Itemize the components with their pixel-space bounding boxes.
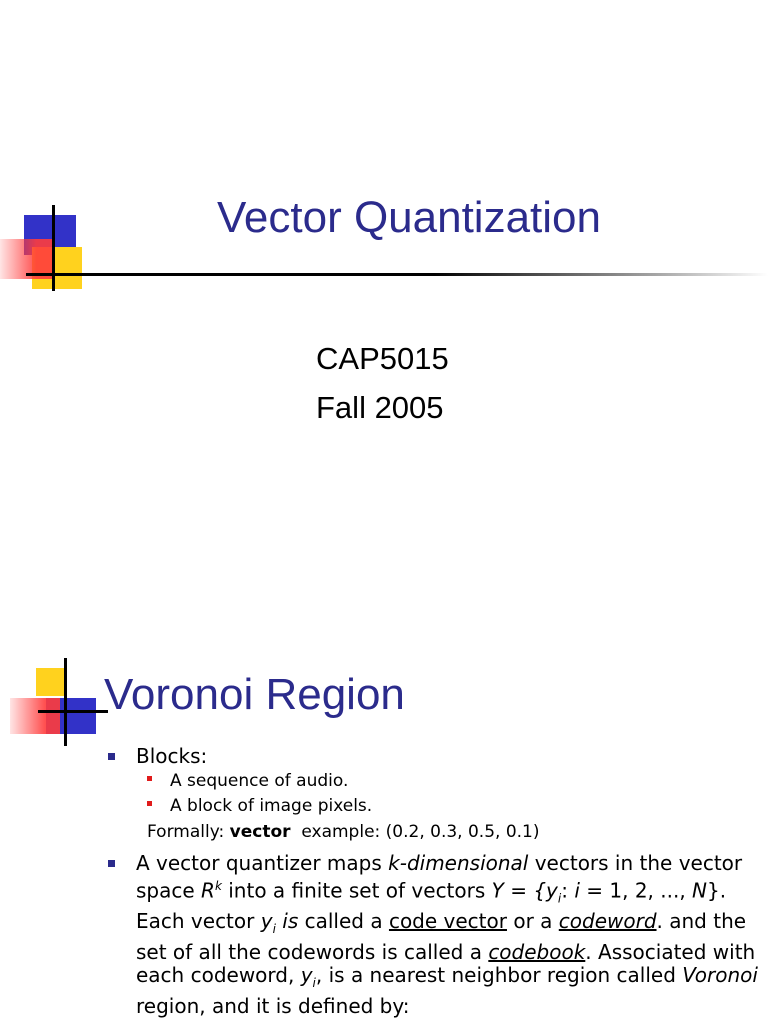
slide-title: Voronoi Region — [104, 670, 405, 719]
text-run: i — [574, 878, 580, 903]
text-run: }. Each vector — [136, 878, 727, 934]
text-run: Voronoi — [682, 962, 758, 987]
title-rule — [26, 273, 768, 276]
slide-2 — [0, 512, 768, 1024]
text-run: region, and it is defined by: — [136, 993, 410, 1018]
text-run: or a — [506, 909, 559, 934]
formal-definition — [147, 821, 540, 843]
text-run: code vector — [388, 909, 507, 934]
logo-vertical-line — [64, 658, 67, 746]
text-run: codebook — [488, 940, 586, 965]
logo-yellow-square — [36, 668, 66, 696]
formal-example: example: (0.2, 0.3, 0.5, 0.1) — [290, 822, 540, 842]
text-run: Y = {y — [491, 878, 558, 903]
text-run: , is a nearest neighbor region called — [315, 962, 683, 987]
sub-bullet-text: A sequence of audio. — [170, 771, 349, 791]
bullet-square-icon — [108, 860, 115, 867]
text-run: is — [275, 909, 299, 934]
vq-definition-paragraph — [136, 852, 758, 1017]
text-run: y — [260, 909, 273, 934]
text-run: called a — [298, 909, 389, 934]
text-run: k — [214, 878, 222, 893]
text-run: codeword — [558, 909, 657, 934]
sub-bullet-square-icon — [147, 776, 152, 781]
text-run: i — [272, 922, 276, 937]
text-run: vectors in the vector space — [136, 851, 743, 903]
text-run: into a finite set of vectors — [221, 878, 492, 903]
text-run: A vector quantizer maps — [136, 851, 389, 875]
formal-label: Formally: — [147, 822, 230, 842]
bullet-text: Blocks: — [136, 744, 208, 768]
text-run: . and the set of all the codewords is called a — [136, 909, 747, 965]
page-title: Vector Quantization — [216, 193, 601, 242]
text-run: i — [312, 975, 316, 990]
sub-bullet-square-icon — [147, 801, 152, 806]
text-run: N — [692, 878, 708, 903]
logo-red-square — [10, 698, 60, 734]
title-rule — [38, 710, 108, 713]
text-run: : — [561, 878, 575, 903]
text-run: = 1, 2, ..., — [579, 878, 693, 903]
text-run: R — [201, 878, 215, 903]
bullet-square-icon — [108, 753, 115, 760]
slide-logo — [10, 658, 105, 748]
text-run: k-dimensional — [388, 851, 529, 875]
formal-term: vector — [229, 822, 291, 842]
semester: Fall 2005 — [316, 390, 444, 425]
text-run: y — [300, 962, 313, 987]
text-run: i — [557, 891, 562, 906]
course-code: CAP5015 — [316, 341, 449, 376]
subtitle — [316, 334, 449, 432]
sub-bullet-text: A block of image pixels. — [170, 796, 373, 816]
text-run: . Associated with each codeword, — [136, 940, 756, 987]
